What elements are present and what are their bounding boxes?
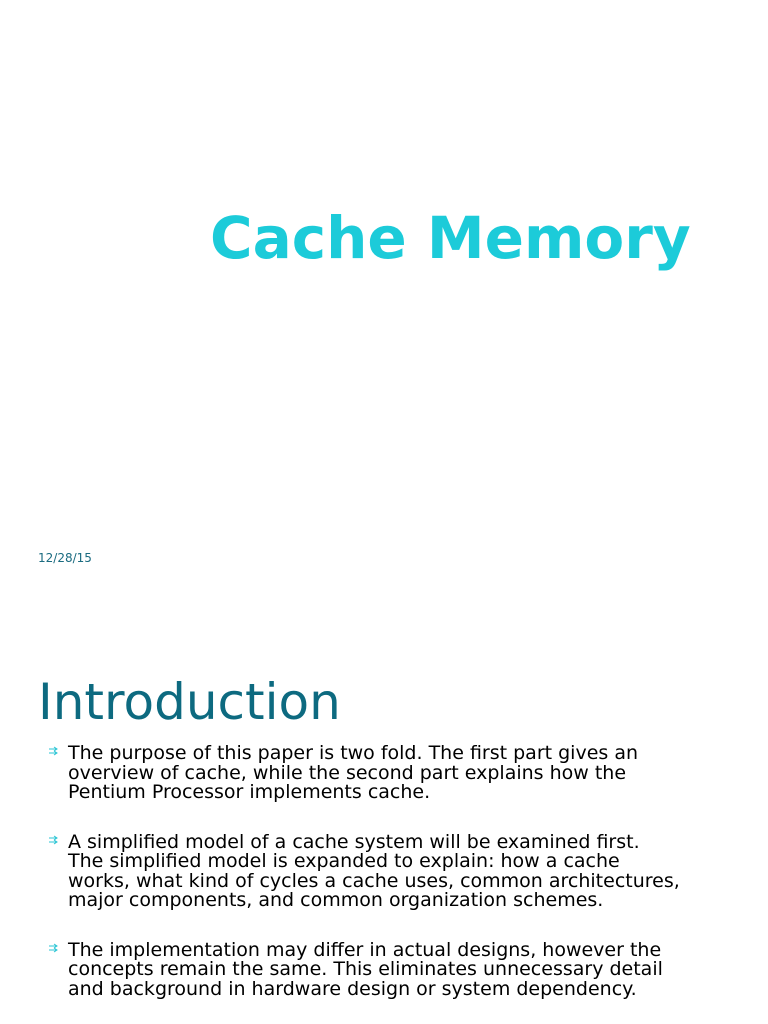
bullet-text: The purpose of this paper is two fold. The first part gives an overview of cache, while the second part explains how the Pentium Processor implements cache.	[68, 742, 639, 803]
bullet-list	[46, 744, 756, 999]
list-item	[46, 744, 756, 803]
slide-date: 12/28/15	[38, 551, 92, 565]
bullet-text: A simplified model of a cache system will be examined first. The simplified model is expanded to explain: how a cache works, what kind of cycles a cache uses, common architectures, major components, and common organization schemes.	[68, 830, 680, 911]
double-arrow-bullet-icon	[48, 746, 60, 756]
section-title: Introduction	[38, 673, 341, 731]
list-item	[46, 830, 756, 911]
list-item	[46, 938, 756, 1000]
double-arrow-bullet-icon	[48, 835, 60, 845]
double-arrow-bullet-icon	[48, 943, 60, 953]
bullet-text: The implementation may differ in actual designs, however the concepts remain the same. This eliminates unnecessary detail and background in hardware design or system dependency.	[68, 938, 663, 1000]
slide-title: Cache Memory	[210, 204, 691, 272]
